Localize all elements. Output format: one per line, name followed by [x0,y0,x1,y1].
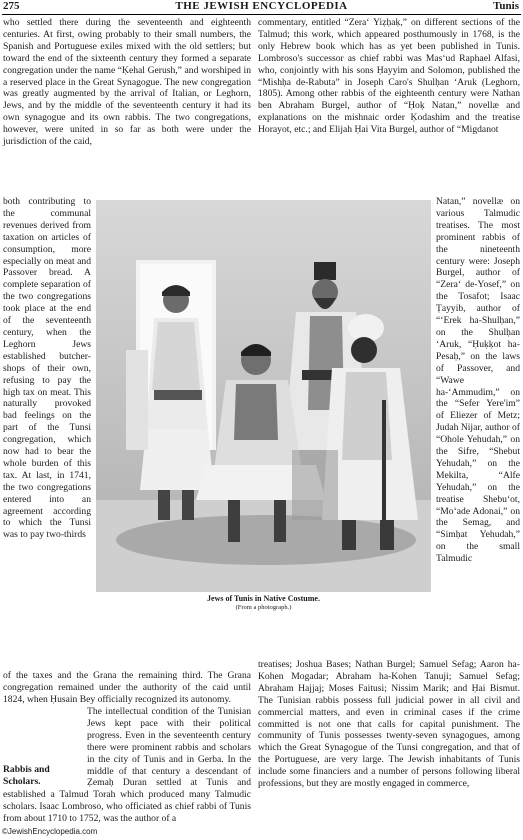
sidenote-spacer [3,754,87,778]
left-bottom-b [3,706,251,825]
figure-caption: Jews of Tunis in Native Costume. [207,594,320,603]
left-column-bottom [3,670,251,706]
page-header [0,0,523,14]
footer-copyright[interactable]: ©JewishEncyclopedia.com [2,827,98,836]
header-rule [2,14,521,15]
page-title: THE JEWISH ENCYCLOPEDIA [175,0,348,12]
page-number: 275 [3,0,20,12]
right-narrow-paragraph: Natan,” novellæ on various Talmudic treatises. The most prominent rabbis of the nineteenth century were: Joseph Burgel, author of “Zera‘ de-Yosef,” on the Tosafot; Isaac Ṭayyib, author of “‘Erek ha-Shulḥan,” on the Shulḥan ‘Aruk, “Ḥuḳḳot ha-Pesaḥ,” on the laws of Passover, and “Wawe ha-‘Ammudim,” on the “Sefer Yere'im” of Eliezer of Metz; Judah Nijar, author of “Ohole Yehudah,” on the Sifre, “Shebut Yehudah,” on the Mekilta, “Alfe Yehudah,” on the treatise Shebu‘ot, “Mo‘ade Adonai,” on the Semag, and “Simḥat Yehudah,” on the small Talmudic [436,196,520,565]
right-column-narrow [436,196,520,565]
left-top-paragraph: who settled there during the seventeenth and eighteenth centuries. At first, owing probably to their small numbers, the Spanish and Portuguese exiles mixed with the old settlers; but toward the end of the sixteenth century they formed a separate congregation under the name “Ḳehal Gerush,” and worshiped in a reserved place in the Great Synagogue. The new congregation was greatly augmented by the arrival of Italian, or Leghorn, Jews, and by the middle of the seventeenth century it had its own synagogue and its own rabbis. The two congregations, however, were united in so far as both were under the jurisdiction of the caid, [3,17,251,148]
photograph-jews-of-tunis [96,200,431,592]
left-column-narrow [3,196,91,541]
right-column-top [258,17,520,136]
right-column-bottom [258,659,520,790]
left-narrow-paragraph: both contributing to the communal revenues derived from taxation on articles of consumption, more especially on meat and Passover bread. A complete separation of the two congregations took place at the end of the seventeenth century, when the Leghorn Jews established butcher-shops of their own, refusing to pay the high tax on meat. This naturally provoked bad feelings on the part of the Tunsi congregation, which now had to bear the whole burden of this tax. At last, in 1741, the two congregations entered into an agreement according to which the Tunsi was to pay two-thirds [3,196,91,541]
left-bottom-paragraph-a: of the taxes and the Grana the remaining third. The Grana congregation remained under the authority of the caid until 1824, when Ḥusain Bey officially recognized its autonomy. [3,670,251,705]
figure-credit: (From a photograph.) [235,604,292,611]
left-bottom-paragraph-b: The intellectual condition of the Tunisian Jews kept pace with their political progress. Even in the seventeenth century there were prominent rabbis and scholars in the city of Tunis and in Gerba. In the middle of that century a descendant of Ẓemaḥ Duran settled at Tunis and established a Talmud Torah which produced many Talmudic scholars. Isaac Lombroso, who officiated as chief rabbi of Tunis from about 1710 to 1752, was the author of a [3,706,251,825]
chair [292,450,338,520]
running-head: Tunis [493,0,519,12]
left-column-top [3,17,251,148]
right-top-paragraph: commentary, entitled “Zera‘ Yiẓḥaḳ,” on different sections of the Talmud; this work, which appeared posthumously in 1768, is the only Hebrew book which has as yet been published in Tunis. Lombroso's successor as chief rabbi was Mas‘ud Raphael Alfasi, who, conjointly with his sons Ḥayyim and Solomon, published the “Mishḥa de-Rabuta” in Joseph Caro's Shulḥan ‘Aruk (Leghorn, 1805). Among other rabbis of the eighteenth century were Nathan ben Abraham Burgel, author of “Ḥoḳ Natan,” novellæ and explanations on the mishnaic order Ḳodashim and the treatise Horayot, etc.; and Elijah Ḥai Vita Burgel, author of “Migdanot [258,17,520,136]
sidenote-rabbis-scholars: Rabbis and Scholars. [3,764,50,787]
right-bottom-paragraph: treatises; Joshua Bases; Nathan Burgel; Samuel Sefag; Aaron ha-Kohen Mogadar; Abraham ha-Kohen Tanuji; Samuel Sefag; Abraham Hajjaj; Moses Faitusi; Nissim Marik; and Ḥai Bismut. The Tunisian rabbis possess full judicial power in all civil and commercial matters, and even in criminal cases if the crime committed is not one that calls for capital punishment. The community of Tunis possesses twenty-seven synagogues, among which the Great Synagogue of the Tunsi congregation, and that of the Portuguese, are very large. The Jewish inhabitants of Tunis include some financiers and a number of persons following liberal professions, but they are mostly engaged in commerce, [258,659,520,790]
